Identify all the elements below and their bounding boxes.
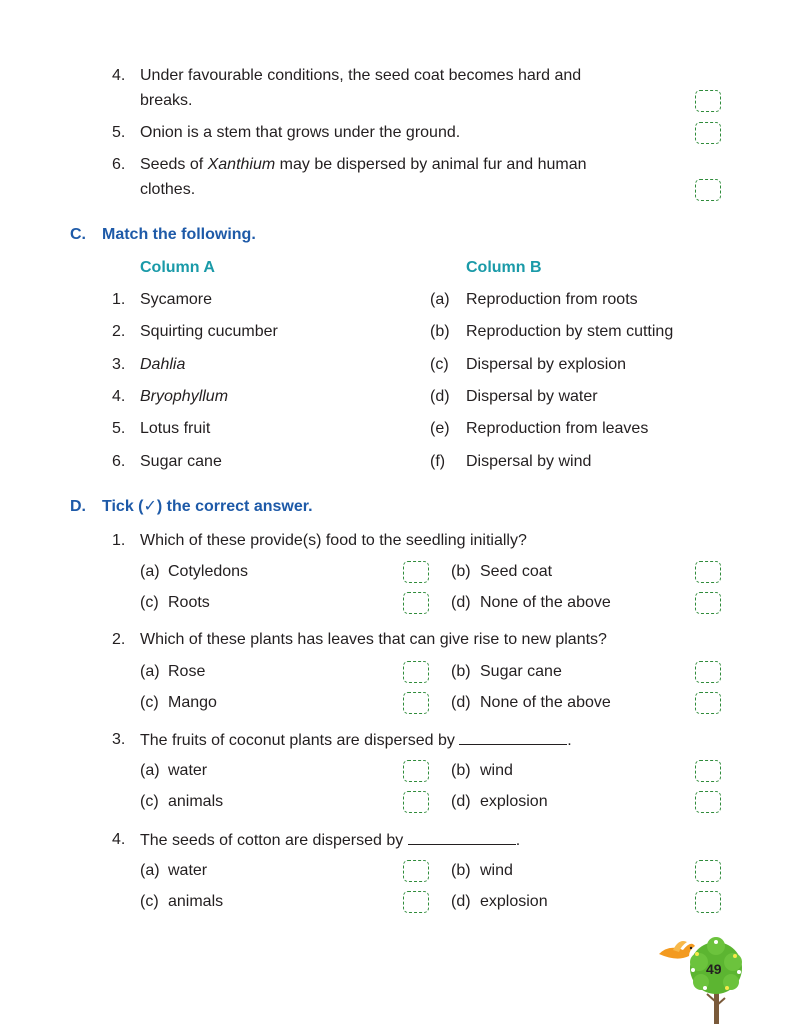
match-a-text: Dahlia xyxy=(140,356,186,373)
option-checkbox[interactable] xyxy=(695,592,721,614)
option-letter: (a) xyxy=(140,862,160,879)
match-a-text: Squirting cucumber xyxy=(140,323,278,340)
option-text: None of the above xyxy=(480,694,611,711)
item-text: Onion is a stem that grows under the ground. xyxy=(140,124,461,141)
option-checkbox[interactable] xyxy=(695,891,721,913)
option-checkbox[interactable] xyxy=(403,592,429,614)
option-checkbox[interactable] xyxy=(695,692,721,714)
item-number: 5. xyxy=(112,124,126,141)
tree-page-marker-icon xyxy=(655,932,755,1024)
option-letter: (b) xyxy=(451,663,471,680)
page-number: 49 xyxy=(706,961,722,977)
match-b-letter: (b) xyxy=(430,323,450,340)
answer-blank[interactable] xyxy=(408,830,516,845)
question-text: The fruits of coconut plants are dispersed by . xyxy=(140,732,572,749)
option-letter: (d) xyxy=(451,694,471,711)
option-text: explosion xyxy=(480,793,548,810)
question-number: 3. xyxy=(112,731,126,748)
item-text-cont: clothes. xyxy=(140,181,196,198)
option-letter: (a) xyxy=(140,563,160,580)
answer-blank[interactable] xyxy=(459,730,567,745)
column-a-heading: Column A xyxy=(140,259,215,276)
tick-icon: ✓ xyxy=(143,498,157,515)
item-text-cont: breaks. xyxy=(140,92,193,109)
match-b-text: Reproduction from roots xyxy=(466,291,638,308)
match-a-number: 2. xyxy=(112,323,126,340)
match-a-text: Sycamore xyxy=(140,291,213,308)
match-b-text: Dispersal by explosion xyxy=(466,356,627,373)
option-letter: (d) xyxy=(451,594,471,611)
question-text: Which of these provide(s) food to the seedling initially? xyxy=(140,532,527,549)
option-text: Rose xyxy=(168,663,206,680)
option-text: Cotyledons xyxy=(168,563,249,580)
option-checkbox[interactable] xyxy=(403,692,429,714)
question-number: 1. xyxy=(112,532,126,549)
option-letter: (b) xyxy=(451,862,471,879)
option-checkbox[interactable] xyxy=(403,860,429,882)
match-b-text: Reproduction by stem cutting xyxy=(466,323,674,340)
option-checkbox[interactable] xyxy=(403,891,429,913)
option-checkbox[interactable] xyxy=(695,760,721,782)
match-b-text: Dispersal by wind xyxy=(466,453,592,470)
bird-icon xyxy=(659,941,695,959)
option-text: animals xyxy=(168,893,224,910)
option-letter: (a) xyxy=(140,762,160,779)
option-text: wind xyxy=(480,762,513,779)
match-a-number: 1. xyxy=(112,291,126,308)
section-title: Tick (✓) the correct answer. xyxy=(102,498,313,515)
option-text: Seed coat xyxy=(480,563,553,580)
match-b-letter: (f) xyxy=(430,453,446,470)
option-letter: (c) xyxy=(140,694,159,711)
match-b-letter: (c) xyxy=(430,356,449,373)
match-b-letter: (d) xyxy=(430,388,450,405)
option-checkbox[interactable] xyxy=(695,791,721,813)
item-text: Seeds of Xanthium may be dispersed by animal fur and human xyxy=(140,156,587,173)
answer-checkbox[interactable] xyxy=(695,122,721,144)
option-checkbox[interactable] xyxy=(695,860,721,882)
option-text: water xyxy=(168,762,208,779)
option-letter: (a) xyxy=(140,663,160,680)
option-text: wind xyxy=(480,862,513,879)
option-checkbox[interactable] xyxy=(403,760,429,782)
option-text: Mango xyxy=(168,694,217,711)
section-letter: C. xyxy=(70,226,86,243)
option-text: Sugar cane xyxy=(480,663,562,680)
match-a-number: 4. xyxy=(112,388,126,405)
match-a-number: 3. xyxy=(112,356,126,373)
answer-checkbox[interactable] xyxy=(695,179,721,201)
match-a-text: Sugar cane xyxy=(140,453,222,470)
option-letter: (d) xyxy=(451,793,471,810)
option-text: water xyxy=(168,862,208,879)
option-checkbox[interactable] xyxy=(403,791,429,813)
section-letter: D. xyxy=(70,498,86,515)
option-letter: (c) xyxy=(140,893,159,910)
match-b-letter: (e) xyxy=(430,420,450,437)
answer-checkbox[interactable] xyxy=(695,90,721,112)
option-checkbox[interactable] xyxy=(403,661,429,683)
match-a-text: Lotus fruit xyxy=(140,420,211,437)
question-number: 2. xyxy=(112,631,126,648)
option-checkbox[interactable] xyxy=(695,661,721,683)
match-b-letter: (a) xyxy=(430,291,450,308)
option-letter: (b) xyxy=(451,563,471,580)
match-a-number: 6. xyxy=(112,453,126,470)
column-b-heading: Column B xyxy=(466,259,542,276)
option-letter: (d) xyxy=(451,893,471,910)
option-text: Roots xyxy=(168,594,210,611)
option-letter: (c) xyxy=(140,594,159,611)
question-number: 4. xyxy=(112,831,126,848)
item-number: 4. xyxy=(112,67,126,84)
match-b-text: Dispersal by water xyxy=(466,388,598,405)
item-text: Under favourable conditions, the seed coat becomes hard and xyxy=(140,67,582,84)
question-text: The seeds of cotton are dispersed by . xyxy=(140,832,521,849)
item-number: 6. xyxy=(112,156,126,173)
question-text: Which of these plants has leaves that can give rise to new plants? xyxy=(140,631,607,648)
option-text: None of the above xyxy=(480,594,611,611)
match-b-text: Reproduction from leaves xyxy=(466,420,649,437)
match-a-number: 5. xyxy=(112,420,126,437)
section-title: Match the following. xyxy=(102,226,256,243)
option-letter: (c) xyxy=(140,793,159,810)
option-checkbox[interactable] xyxy=(403,561,429,583)
match-a-text: Bryophyllum xyxy=(140,388,229,405)
option-letter: (b) xyxy=(451,762,471,779)
option-text: explosion xyxy=(480,893,548,910)
option-text: animals xyxy=(168,793,224,810)
option-checkbox[interactable] xyxy=(695,561,721,583)
